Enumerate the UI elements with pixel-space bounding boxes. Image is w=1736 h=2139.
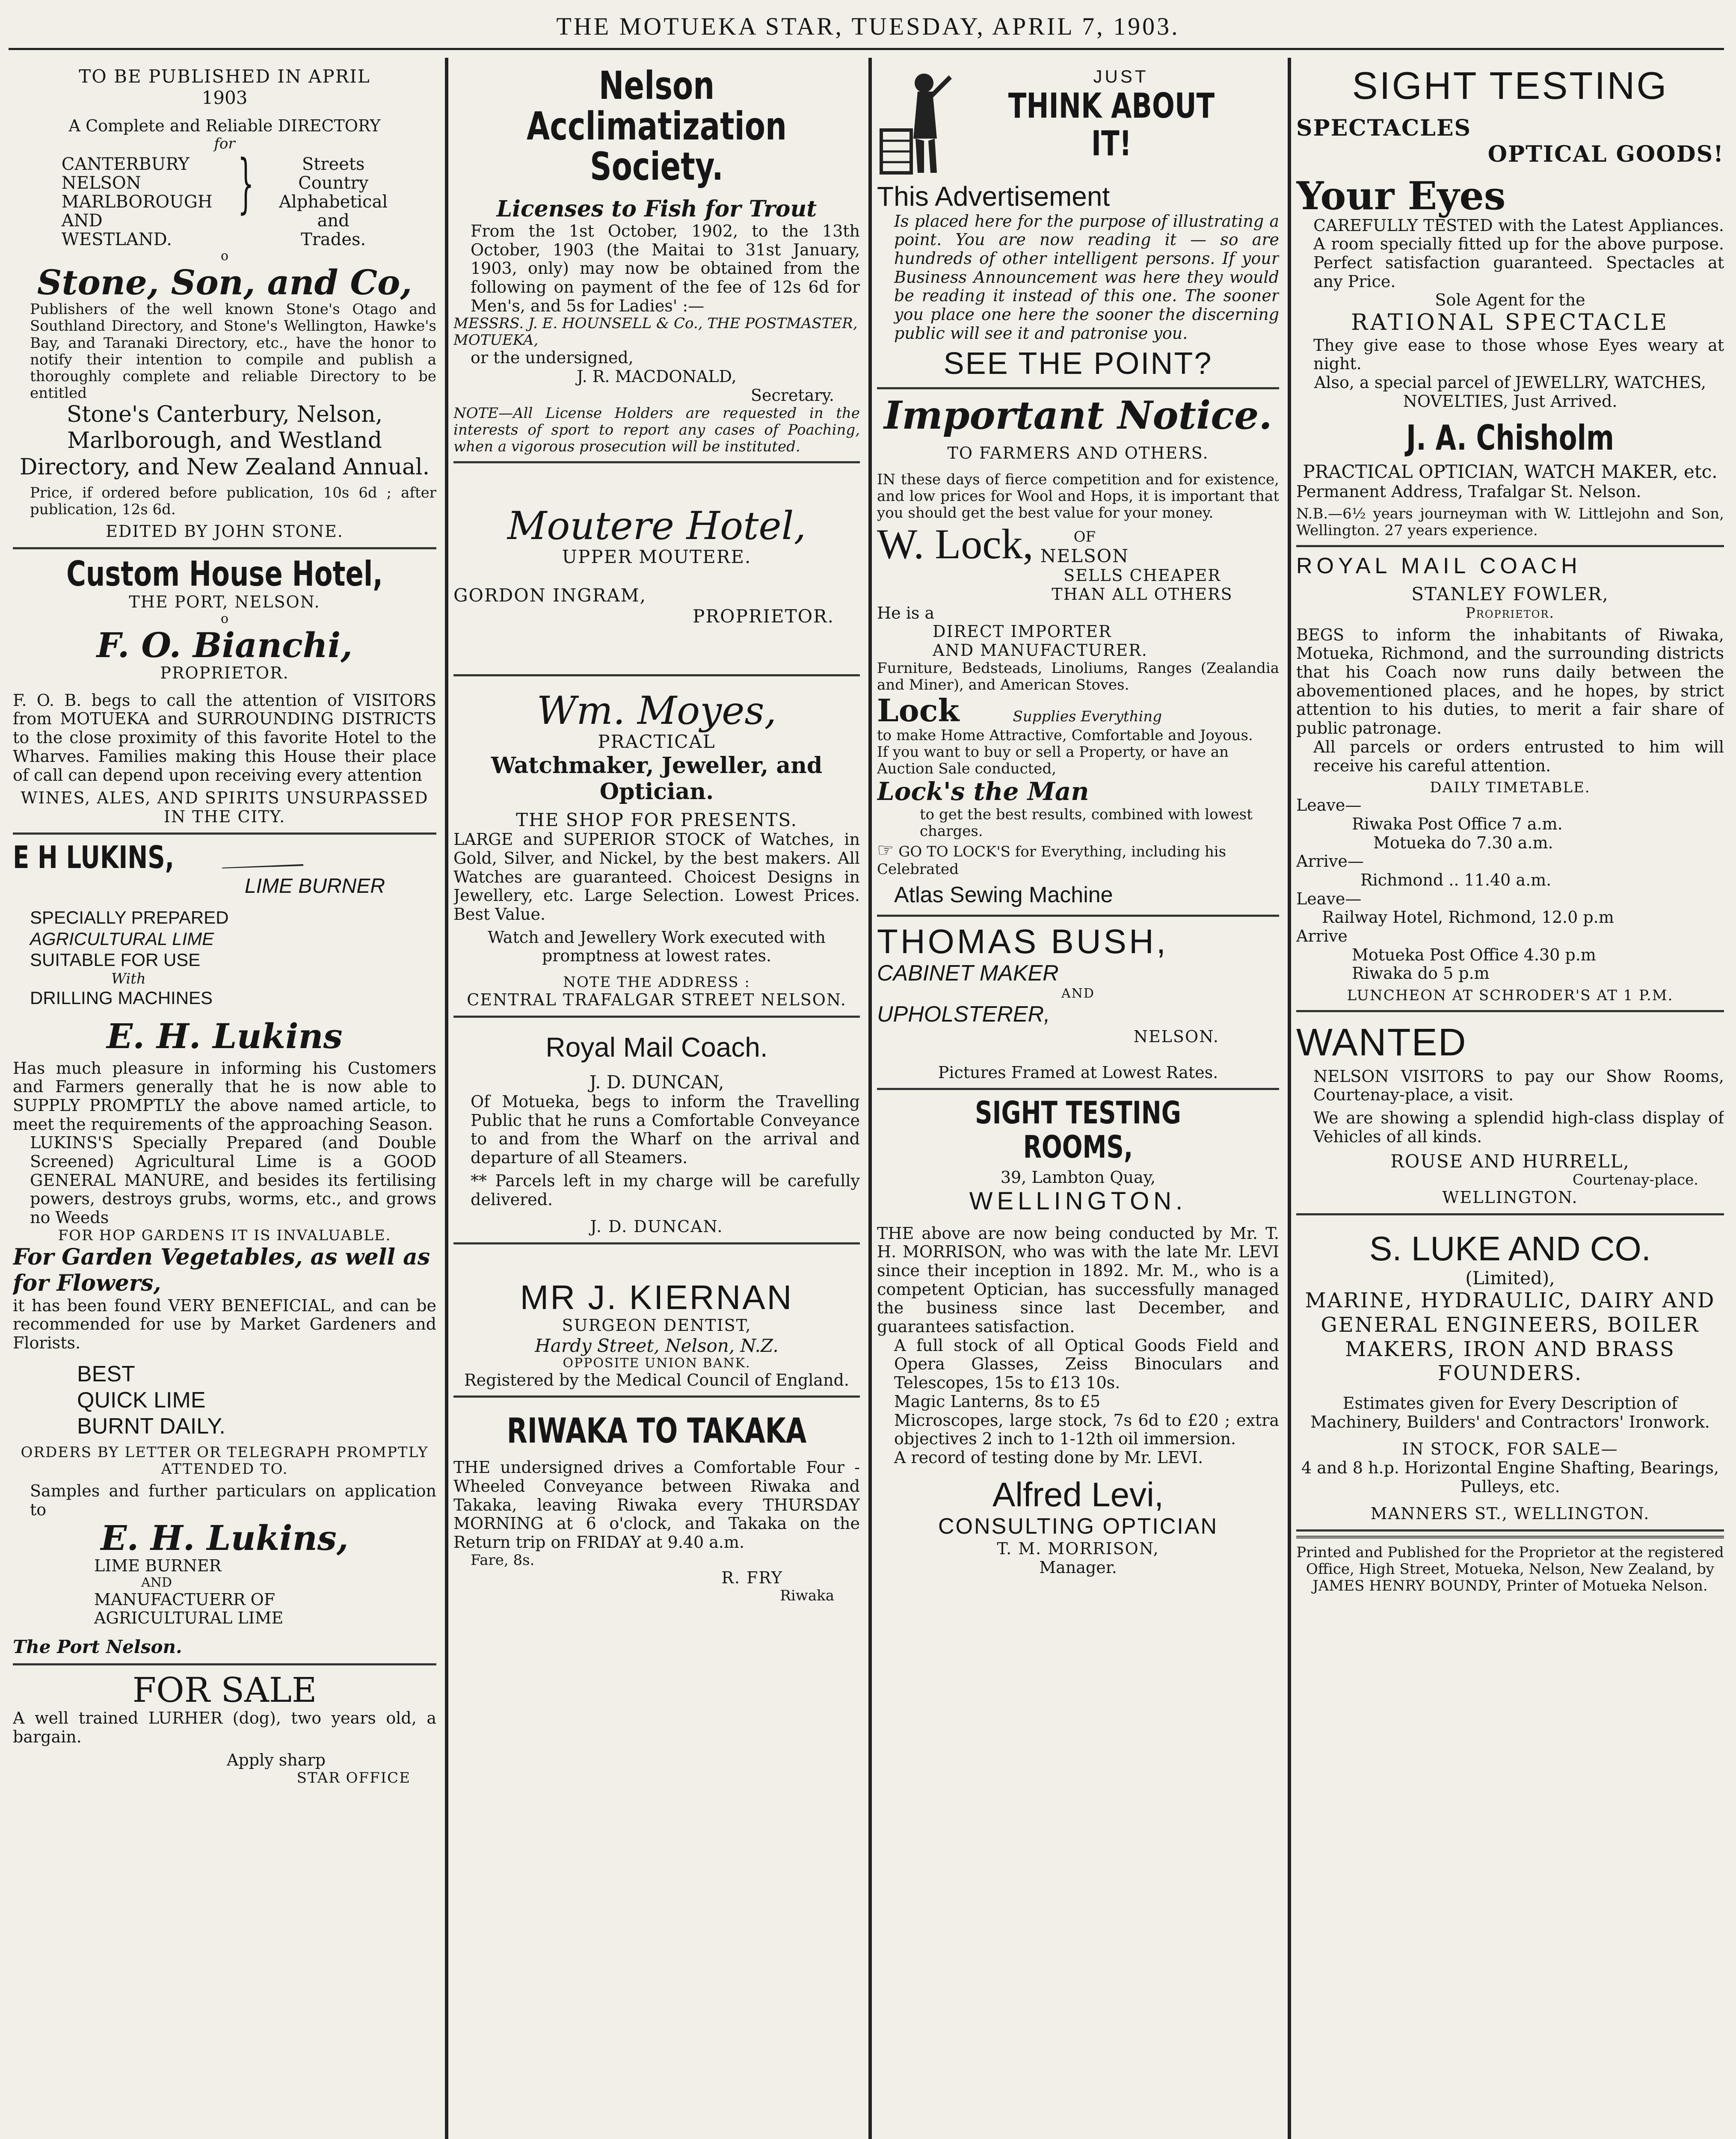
acclimatization-role: Secretary. [750, 385, 834, 405]
directory-year: 1903 [201, 87, 248, 108]
directory-advert [13, 60, 436, 549]
chisholm-role: PRACTICAL OPTICIAN, WATCH MAKER, etc. [1303, 461, 1718, 483]
timetable-row-4: Railway Hotel, Richmond, 12.0 p.m [1322, 908, 1614, 927]
sight-rooms-advert [877, 1090, 1279, 1583]
directory-line: A Complete and Reliable DIRECTORY [68, 116, 381, 136]
directory-body: Publishers of the well known Stone's Otago and Southland Directory, and Stone's Wellington, Hawke's Bay, and Taranaki Directory, etc., have the honor to notify their intention to compile and publish a thoroughly complete and reliable Directory to be entitled [30, 301, 436, 402]
lukins-header [13, 841, 436, 874]
moutere-name: Moutere Hotel, [507, 503, 806, 548]
divider: o [220, 248, 229, 264]
levi-manager: T. M. MORRISON, [997, 1539, 1159, 1558]
moyes-work: Watch and Jewellery Work executed with promptness at lowest rates. [488, 927, 826, 966]
for-sale-office: STAR OFFICE [296, 1769, 411, 1786]
bush-place: NELSON. [1133, 1027, 1219, 1046]
think-body: Is placed here for the purpose of illustrating a point. You are now reading it — so are hundreds of other intelligent persons. If your Business Announcement was here they would be reading it instead of this one. The sooner you place one here the sooner the discerning public will see it and patronise you. [894, 211, 1279, 343]
custom-house-advert [13, 549, 436, 835]
column-rule [1288, 58, 1291, 2139]
lukins-body3: it has been found VERY BENEFICIAL, and can be recommended for use by Market Gardeners and Florists. [13, 1296, 436, 1353]
timetable-arrive-1: Arrive— [1296, 852, 1364, 871]
levi-manager-title: Manager. [1039, 1558, 1117, 1577]
lock-supplies-row [877, 693, 1279, 727]
sight-rooms-name: SIGHT TESTING ROOMS, [975, 1095, 1181, 1165]
lock-heis: He is a [877, 603, 935, 622]
lock-sells1: SELLS CHEAPER [1064, 566, 1221, 585]
lock-sells2: THAN ALL OTHERS [1052, 584, 1233, 604]
lock-firm: W. Lock, [877, 520, 1034, 568]
lukins-body1: Has much pleasure in informing his Customers and Farmers generally that he is now able to SUPPLY PROMPTLY the above named article, to meet the requirements of the approaching Season. [13, 1058, 436, 1134]
timetable-row-3: Richmond .. 11.40 a.m. [1360, 871, 1552, 890]
lock-prop: If you want to buy or sell a Property, or have an Auction Sale conducted, [877, 744, 1229, 778]
lock-l2: AND MANUFACTURER. [933, 640, 1148, 660]
imprint-block [1296, 1536, 1724, 1600]
custom-house-wines: WINES, ALES, AND SPIRITS UNSURPASSED IN THE CITY. [21, 788, 429, 826]
kiernan-addr: Hardy Street, Nelson, N.Z. [535, 1335, 779, 1356]
lock-of-nelson [1040, 529, 1129, 567]
lukins-name2: E. H. Lukins [107, 1016, 343, 1056]
column-2 [453, 60, 860, 2139]
lukins-foot3: MANUFACTUERR OF [94, 1590, 276, 1609]
column-4 [1296, 60, 1724, 2139]
chisholm-perm: Permanent Address, Trafalgar St. Nelson. [1296, 482, 1641, 501]
riwaka-takaka-advert [453, 1398, 860, 1610]
bush-and: AND [1061, 986, 1095, 1001]
fowler-coach-name: ROYAL MAIL COACH [1296, 553, 1582, 578]
lukins-l5: DRILLING MACHINES [30, 988, 213, 1008]
sight-rooms-city: WELLINGTON. [969, 1187, 1187, 1215]
sight-rational: RATIONAL SPECTACLE [1351, 310, 1669, 336]
for-sale-heading: FOR SALE [132, 1670, 317, 1710]
riwaka-takaka-place: Riwaka [780, 1587, 834, 1604]
duncan-coach-parcels: ** Parcels left in my charge will be carefully delivered. [471, 1171, 860, 1209]
moyes-note: NOTE THE ADDRESS : [563, 974, 750, 991]
lukins-orders: ORDERS BY LETTER OR TELEGRAPH PROMPTLY ATTENDED TO. [21, 1443, 429, 1478]
luke-est: Estimates given for Every Description of Machinery, Builders' and Contractors' Ironwork. [1310, 1393, 1710, 1431]
lukins-best3: BURNT DAILY. [77, 1414, 225, 1439]
fowler-coach-owner: STANLEY FOWLER, [1411, 584, 1609, 605]
timetable-row-5: Motueka Post Office 4.30 p.m [1352, 945, 1596, 964]
sight-l1: SPECTACLES [1296, 115, 1472, 141]
duncan-coach-owner: J. D. DUNCAN, [589, 1071, 724, 1093]
directory-for: for [214, 135, 235, 152]
lukins-samples: Samples and further particulars on application to [30, 1481, 436, 1519]
moyes-l1: PRACTICAL [598, 731, 716, 753]
sight-rooms-body5: A record of testing done by Mr. LEVI. [894, 1448, 1203, 1467]
lock-notice-head: Important Notice. [884, 392, 1272, 438]
lukins-l4: With [111, 970, 146, 988]
custom-house-role: PROPRIETOR. [160, 664, 289, 683]
sight-eyes: Your Eyes [1296, 173, 1506, 219]
custom-house-name: Custom House Hotel, [66, 554, 383, 594]
column-1 [13, 60, 436, 2139]
timetable-row-2: Motueka do 7.30 a.m. [1373, 833, 1553, 852]
imprint: Printed and Published for the Proprietor at the registered Office, High Street, Motueka, Nelson, New Zealand, by JAMES HENRY BOUNDY, Printer of Motueka Nelson. [1296, 1544, 1724, 1595]
timetable-row-6: Riwaka do 5 p.m [1352, 964, 1490, 983]
fowler-coach-parcels: All parcels or orders entrusted to him will receive his careful attention. [1313, 737, 1724, 775]
luke-l1: MARINE, HYDRAULIC, DAIRY AND GENERAL ENGINEERS, BOILER MAKERS, IRON AND BRASS FOUNDERS. [1305, 1289, 1715, 1386]
timetable-leave-2: Leave— [1296, 889, 1362, 908]
brace-icon: } [237, 146, 254, 221]
lock-goods: Furniture, Bedsteads, Linoliums, Ranges (Zealandia and Miner), and American Stoves. [877, 659, 1279, 693]
moutere-advert [453, 463, 860, 676]
lukins-foot2: AND [141, 1575, 172, 1591]
kiernan-name: MR J. KIERNAN [520, 1278, 794, 1316]
sight-rooms-body2: A full stock of all Optical Goods Field and Opera Glasses, Zeiss Binoculars and Telescopes, 15s to £13 10s. [894, 1336, 1279, 1392]
moyes-l3: THE SHOP FOR PRESENTS. [515, 809, 797, 830]
think-advert [877, 60, 1279, 389]
bush-l1: CABINET MAKER [877, 960, 1059, 986]
directory-price: Price, if ordered before publication, 10s 6d ; after publication, 12s 6d. [30, 484, 436, 518]
think-head: THINK ABOUT IT! [1008, 86, 1215, 163]
riwaka-takaka-body: THE undersigned drives a Comfortable Four - Wheeled Conveyance between Riwaka and Takaka, leaving Riwaka every THURSDAY MORNING at 6 o'clock, and Takaka on the Return trip on FRIDAY at 9.40 a.m. [453, 1458, 860, 1552]
timetable-leave-1: Leave— [1296, 796, 1362, 815]
luke-addr: MANNERS ST., WELLINGTON. [1370, 1504, 1650, 1523]
lukins-hop: FOR HOP GARDENS IT IS INVALUABLE. [58, 1227, 391, 1244]
luke-ltd: (Limited), [1465, 1267, 1555, 1289]
lukins-l2: AGRICULTURAL LIME [30, 928, 214, 949]
duncan-coach-sign: J. D. DUNCAN. [590, 1217, 723, 1236]
fowler-coach-role: Proprietor. [1465, 604, 1555, 622]
lock-notice-sub: TO FARMERS AND OTHERS. [947, 444, 1209, 463]
luke-hp: 4 and 8 h.p. Horizontal Engine Shafting, Bearings, Pulleys, etc. [1301, 1458, 1719, 1496]
sight-rooms-body1: THE above are now being conducted by Mr. T. H. MORRISON, who was with the late Mr. LEVI since their inception in 1892. Mr. M., who is a competent Optician, has successfully managed the business since last December, and guarantees satisfaction. [877, 1224, 1279, 1336]
moyes-advert [453, 676, 860, 1018]
timetable-lunch: LUNCHEON AT SCHRODER'S AT 1 P.M. [1347, 987, 1674, 1004]
sight-also: Also, a special parcel of JEWELLRY, WATCHES, NOVELTIES, Just Arrived. [1314, 373, 1706, 411]
lukins-body2: LUKINS'S Specially Prepared (and Double Screened) Agricultural Lime is a GOOD GENERAL MANURE, and besides its fertilising powers, destroys grubs, worms, etc., and grows no Weeds [30, 1133, 436, 1227]
acclimatization-sign: J. R. MACDONALD, [577, 367, 737, 386]
lukins-advert [13, 835, 436, 1666]
sight-ease: They give ease to those whose Eyes weary at night. [1313, 335, 1724, 373]
sight-head: SIGHT TESTING [1352, 65, 1668, 107]
moutere-owner: GORDON INGRAM, [453, 584, 647, 606]
acclimatization-undersigned: or the undersigned, [471, 348, 634, 367]
wanted-body1: NELSON VISITORS to pay our Show Rooms, Courtenay-place, a visit. [1313, 1067, 1724, 1105]
riwaka-takaka-fare: Fare, 8s. [471, 1551, 535, 1569]
duncan-coach-advert [453, 1018, 860, 1244]
moutere-role: PROPRIETOR. [693, 606, 834, 627]
lukins-garden: For Garden Vegetables, as well as for Flowers, [13, 1244, 430, 1297]
for-sale-advert [13, 1665, 436, 1792]
directory-editor: EDITED BY JOHN STONE. [106, 522, 344, 541]
fowler-coach-body: BEGS to inform the inhabitants of Riwaka, Motueka, Richmond, and the surrounding districts that his Coach now runs daily between the abovementioned places, and he hopes, by strict attention to his duties, to merit a fair share of public patronage. [1296, 625, 1724, 738]
chisholm-name: J. A. Chisholm [1406, 418, 1614, 458]
sight-rooms-body3: Magic Lanterns, 8s to £5 [894, 1392, 1101, 1411]
think-point: SEE THE POINT? [943, 347, 1213, 381]
lukins-port: The Port Nelson. [13, 1636, 182, 1657]
lock-atlas: Atlas Sewing Machine [894, 883, 1113, 908]
timetable-arrive-2: Arrive [1296, 927, 1348, 946]
directory-regions: CANTERBURY NELSON MARLBOROUGH AND WESTLAND. [61, 154, 213, 249]
levi-name: Alfred Levi, [992, 1475, 1164, 1514]
lukins-l1: SPECIALLY PREPARED [30, 907, 229, 928]
moyes-addr: CENTRAL TRAFALGAR STREET NELSON. [467, 990, 847, 1010]
wanted-firm: ROUSE AND HURRELL, [1390, 1150, 1630, 1172]
kiernan-role: SURGEON DENTIST, [562, 1315, 752, 1335]
wanted-advert [1296, 1012, 1724, 1215]
timetable-row-1: Riwaka Post Office 7 a.m. [1352, 814, 1563, 833]
kiernan-reg: Registered by the Medical Council of England. [464, 1370, 849, 1389]
bush-name: THOMAS BUSH, [877, 922, 1168, 960]
luke-name: S. LUKE AND CO. [1369, 1229, 1651, 1268]
riwaka-takaka-name: RIWAKA TO TAKAKA [507, 1411, 807, 1451]
moutere-place: UPPER MOUTERE. [562, 546, 752, 568]
acclimatization-advert [453, 60, 860, 463]
moyes-body: LARGE and SUPERIOR STOCK of Watches, in Gold, Silver, and Nickel, by the best makers. All Watches are guaranteed. Choicest Designs in Jewellery, etc. Large Selection. Lowest Prices. Best Value. [453, 830, 860, 924]
lukins-best1: BEST [77, 1361, 135, 1386]
lukins-foot1: LIME BURNER [94, 1556, 222, 1576]
bush-advert [877, 917, 1279, 1090]
sight-agent: Sole Agent for the [1435, 290, 1585, 310]
lukins-name3: E. H. Lukins, [101, 1518, 349, 1558]
luke-stock: IN STOCK, FOR SALE— [1402, 1440, 1618, 1459]
pointing-hand-icon: ☞ [877, 839, 894, 861]
lock-man: Lock's the Man [877, 777, 1089, 806]
custom-house-place: THE PORT, NELSON. [129, 592, 320, 611]
lock-goto: GO TO LOCK'S for Everything, including his Celebrated [877, 843, 1226, 878]
lock-advert [877, 389, 1279, 917]
column-3 [877, 60, 1279, 2139]
lock-of: OF [1073, 528, 1096, 545]
wanted-addr: Courtenay-place. [1572, 1171, 1698, 1189]
lock-notice-body: IN these days of fierce competition and for existence, and low prices for Wool and Hops, it is important that you should get the best value for your money. [877, 471, 1279, 522]
lukins-name: E H LUKINS, [13, 839, 175, 875]
flourish-icon [222, 863, 303, 869]
think-just: JUST [1093, 66, 1149, 86]
bush-l2: UPHOLSTERER, [877, 1001, 1050, 1027]
acclimatization-name: Nelson Acclimatization Society. [527, 63, 787, 189]
riwaka-takaka-sign: R. FRY [721, 1568, 783, 1587]
directory-firm: Stone, Son, and Co, [37, 262, 412, 303]
lock-l1: DIRECT IMPORTER [933, 622, 1112, 641]
lock-word: Lock [877, 692, 960, 729]
fowler-coach-advert [1296, 547, 1724, 1013]
directory-regions-grid [13, 146, 436, 249]
think-title: This Advertisement [877, 181, 1110, 212]
for-sale-apply: Apply sharp [227, 1750, 326, 1769]
acclimatization-sub: Licenses to Fish for Trout [496, 196, 817, 222]
lock-nelson: NELSON [1040, 545, 1129, 566]
lock-supplies: Supplies Everything [1013, 708, 1162, 725]
acclimatization-note: NOTE—All License Holders are requested in the interests of sport to report any cases of Poaching, when a vigorous prosecution will be instituted. [453, 404, 860, 455]
directory-contents: Streets Country Alphabetical and Trades. [279, 154, 388, 249]
wanted-body2: We are showing a splendid high-class display of Vehicles of all kinds. [1313, 1108, 1724, 1146]
lukins-foot4: AGRICULTURAL LIME [94, 1609, 284, 1628]
moyes-name: Wm. Moyes, [536, 688, 777, 733]
lukins-l3: SUITABLE FOR USE [30, 950, 201, 970]
lock-home: to make Home Attractive, Comfortable and Joyous. [877, 726, 1253, 744]
acclimatization-body: From the 1st October, 1902, to the 13th October, 1903 (the Maitai to 31st January, 1903, only) may now be obtained from the following on payment of the fee of 12s 6d for Men's, and 5s for Ladies' :— [471, 221, 860, 315]
fowler-timetable-title: DAILY TIMETABLE. [1430, 779, 1591, 797]
luke-advert [1296, 1215, 1724, 1532]
bush-pictures: Pictures Framed at Lowest Rates. [938, 1063, 1218, 1082]
lock-goto-row [877, 840, 1279, 878]
kiernan-advert [453, 1244, 860, 1398]
kiernan-opp: OPPOSITE UNION BANK. [563, 1356, 751, 1371]
lock-results: to get the best results, combined with lowest charges. [920, 806, 1253, 840]
lukins-trade: LIME BURNER [244, 874, 385, 898]
lukins-best2: QUICK LIME [77, 1388, 206, 1413]
lock-firm-row [877, 521, 1279, 566]
chisholm-nb: N.B.—6½ years journeyman with W. Littlejohn and Son, Wellington. 27 years experience. [1296, 505, 1724, 539]
column-rule [445, 58, 448, 2139]
acclimatization-agents: MESSRS. J. E. HOUNSELL & Co., THE POSTMASTER, MOTUEKA, [453, 315, 858, 349]
directory-title: Stone's Canterbury, Nelson, Marlborough, and Westland Directory, and New Zealand Annual. [19, 401, 430, 480]
for-sale-body: A well trained LURHER (dog), two years old, a bargain. [13, 1709, 436, 1747]
sight-rooms-body4: Microscopes, large stock, 7s 6d to £20 ; extra objectives 2 inch to 1-12th oil immersion. [894, 1410, 1279, 1449]
directory-heading: TO BE PUBLISHED IN APRIL [79, 66, 370, 87]
levi-role: CONSULTING OPTICIAN [938, 1514, 1218, 1539]
divider: o [220, 611, 229, 626]
sight-l2: OPTICAL GOODS! [1487, 141, 1724, 167]
custom-house-body: F. O. B. begs to call the attention of VISITORS from MOTUEKA and SURROUNDING DISTRICTS to the close proximity of this favorite Hotel to the Wharves. Families making this House their place of call can depend upon receiving every attention [13, 690, 436, 785]
sight-body: CAREFULLY TESTED with the Latest Appliances. A room specially fitted up for the above purpose. Perfect satisfaction guaranteed. Spectacles at any Price. [1313, 216, 1724, 291]
column-rule [868, 58, 872, 2139]
chisholm-advert [1296, 60, 1724, 547]
duncan-coach-name: Royal Mail Coach. [545, 1031, 768, 1063]
duncan-coach-body: Of Motueka, begs to inform the Travelling Public that he runs a Comfortable Conveyance to and from the Wharf on the arrival and departure of all Steamers. [471, 1092, 860, 1167]
sight-rooms-addr: 39, Lambton Quay, [1000, 1167, 1156, 1187]
moyes-l2: Watchmaker, Jeweller, and Optician. [491, 753, 823, 805]
masthead-rule [9, 48, 1724, 50]
wanted-heading: WANTED [1296, 1021, 1467, 1064]
wanted-city: WELLINGTON. [1442, 1188, 1578, 1207]
custom-house-owner: F. O. Bianchi, [96, 625, 353, 666]
masthead: THE MOTUEKA STAR, TUESDAY, APRIL 7, 1903. [556, 12, 1180, 40]
